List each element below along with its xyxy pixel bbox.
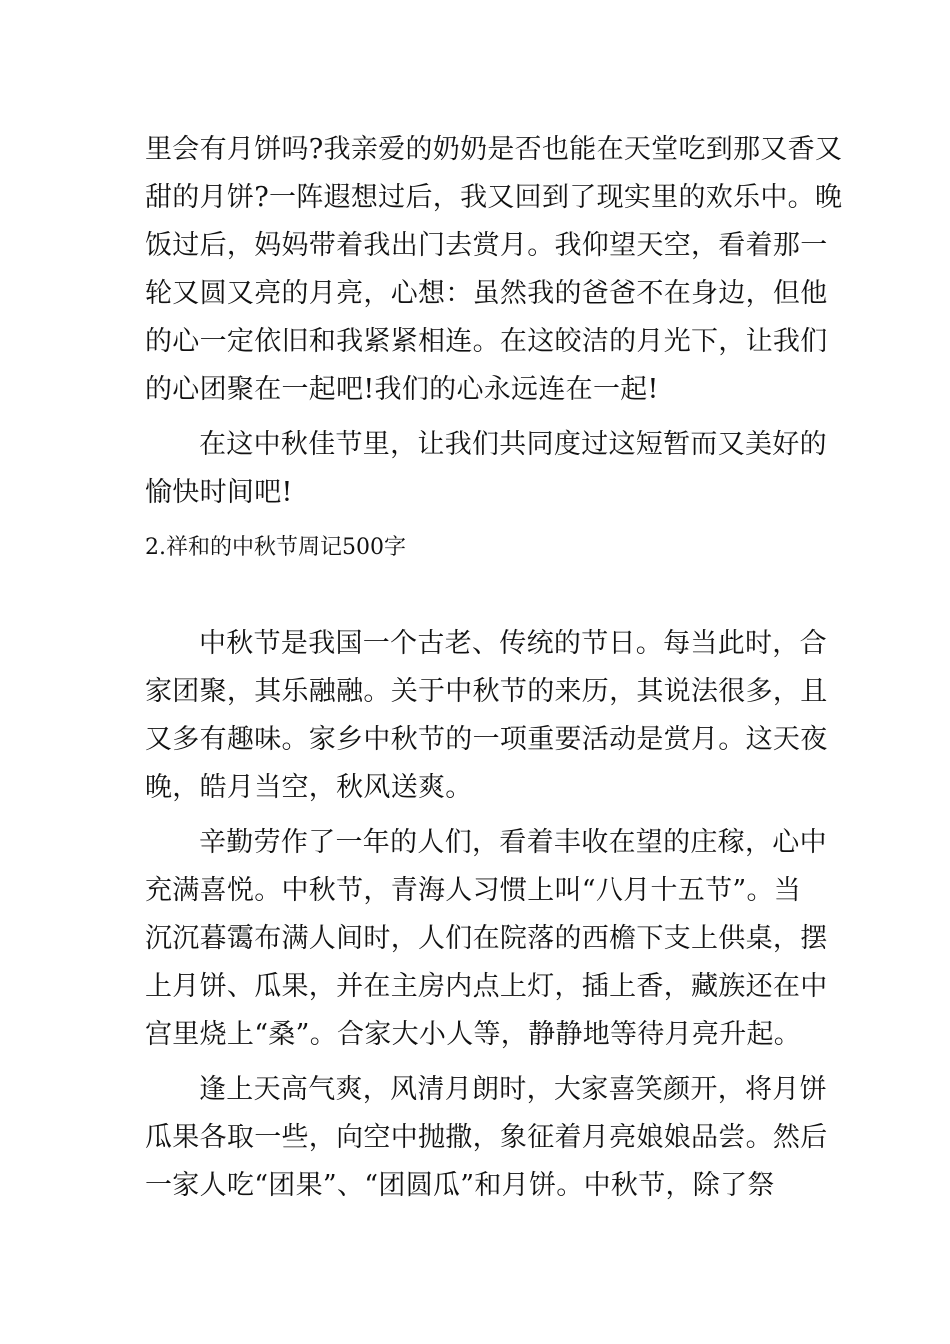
paragraph-line: 上月饼、瓜果，并在主房内点上灯，插上香，藏族还在中: [145, 971, 828, 1002]
paragraph-line: 宫里烧上“桑”。合家大小人等，静静地等待月亮升起。: [145, 1019, 802, 1050]
paragraph-line: 充满喜悦。中秋节，青海人习惯上叫“八月十五节”。当: [145, 875, 802, 906]
paragraph-line: 一家人吃“团果”、“团圆瓜”和月饼。中秋节，除了祭: [145, 1170, 775, 1201]
paragraph-line: 的心团聚在一起吧!我们的心永远连在一起!: [145, 374, 659, 405]
paragraph-line: 甜的月饼?一阵遐想过后，我又回到了现实里的欢乐中。晚: [145, 182, 843, 213]
paragraph-line: 轮又圆又亮的月亮，心想：虽然我的爸爸不在身边，但他: [145, 278, 828, 309]
paragraph-line: 里会有月饼吗?我亲爱的奶奶是否也能在天堂吃到那又香又: [145, 134, 843, 165]
paragraph-line: 愉快时间吧!: [145, 477, 293, 508]
paragraph-line: 晚，皓月当空，秋风送爽。: [145, 772, 473, 803]
paragraph-line: 的心一定依旧和我紧紧相连。在这皎洁的月光下，让我们: [145, 326, 828, 357]
paragraph-line: 瓜果各取一些，向空中抛撒，象征着月亮娘娘品尝。然后: [145, 1122, 828, 1153]
paragraph-line: 沉沉暮霭布满人间时，人们在院落的西檐下支上供桌，摆: [145, 923, 828, 954]
section-heading: 2.祥和的中秋节周记500字: [145, 535, 406, 560]
paragraph-line: 又多有趣味。家乡中秋节的一项重要活动是赏月。这天夜: [145, 724, 828, 755]
paragraph-line: 饭过后，妈妈带着我出门去赏月。我仰望天空，看着那一: [145, 230, 828, 261]
paragraph-line: 家团聚，其乐融融。关于中秋节的来历，其说法很多，且: [145, 676, 828, 707]
paragraph-line: 辛勤劳作了一年的人们，看着丰收在望的庄稼，心中: [199, 827, 827, 858]
paragraph-line: 中秋节是我国一个古老、传统的节日。每当此时，合: [199, 628, 827, 659]
paragraph-line: 在这中秋佳节里，让我们共同度过这短暂而又美好的: [199, 429, 827, 460]
paragraph-line: 逢上天高气爽，风清月朗时，大家喜笑颜开，将月饼: [199, 1074, 827, 1105]
